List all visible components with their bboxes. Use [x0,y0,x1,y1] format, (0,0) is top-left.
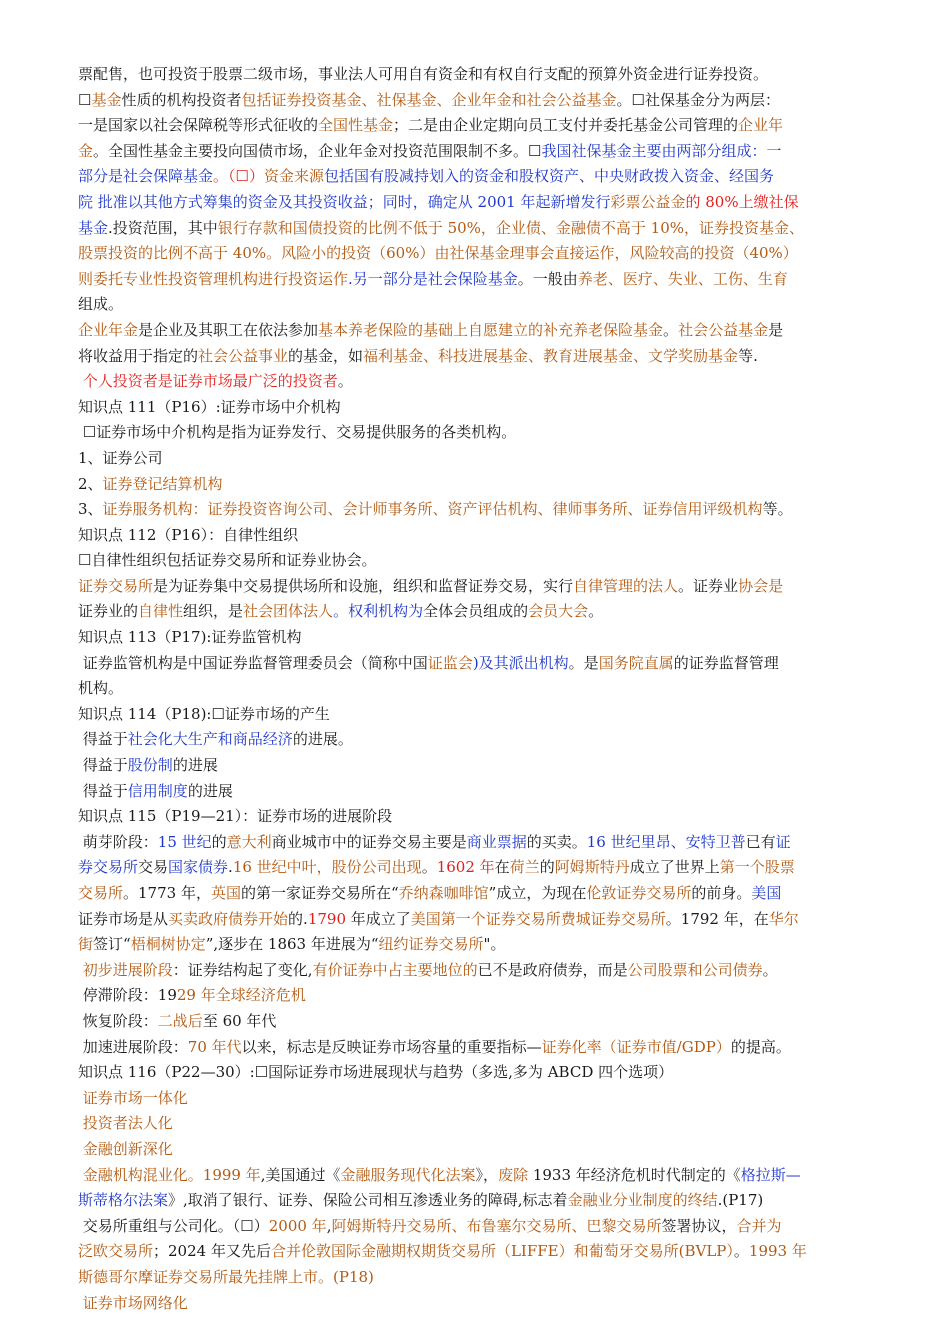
text-run: 证券市场一体化 [78,1088,188,1107]
text-run: 英国 [210,884,241,902]
text-run: 性质的机构投资者 [121,90,242,109]
text-run: 华尔 [768,909,799,928]
text-run: ”,逐步在 1863 年进展为“ [205,935,379,954]
text-line [78,574,878,600]
text-run: 。 [762,960,778,979]
text-run: 国家债券 [168,858,229,877]
text-run: 自律管理的法人 [573,576,679,595]
text-run: 废除 [498,1165,529,1184]
text-run: 企业年 [738,116,784,135]
text-run: 美国 [751,884,782,902]
text-run: 证券登记结算机构 [102,474,223,493]
text-line [78,164,878,190]
text-line [78,1214,878,1240]
text-line [78,1239,878,1265]
text-run: 信用制度 [127,781,188,800]
text-line [78,1188,878,1214]
text-run: 券交易所 [78,858,139,877]
text-run: 29 年全球经济危机 [176,986,306,1005]
text-run: 交易所 [78,884,124,902]
text-run: 阿姆斯特丹交易所、布鲁塞尔交易所、巴黎交易所 [331,1216,662,1235]
text-run: 签署协议， [661,1216,737,1235]
text-run: 养老、医疗、失业、工伤、生育 [577,269,788,288]
text-run: 荷兰 [509,858,540,877]
text-run: 伦敦证券交易所 [586,884,692,902]
text-run: 部分是社会保障基金 [78,167,214,186]
text-line [78,983,878,1009]
text-run: 街 [78,935,94,954]
text-run: 包括国有股减持划入的资金和股权资产、中央财政拨入资金、经国务 [323,167,774,186]
text-line [78,420,878,446]
text-run: ☐证券市场中介机构是指为证券发行、交易提供服务的各类机构。 [78,423,517,442]
text-run: 16 世纪里昂、安特卫普 [586,832,746,851]
text-run: 社会公益基金 [678,320,769,339]
text-line [78,599,878,625]
text-run: 院 批准以其他方式筹集的资金及其投资收益；同时，确定从 2001 年起新增发行 [78,192,611,211]
text-run: ；2024 年又先后 [153,1242,271,1261]
text-run: 是企业及其职工在依法参加 [138,320,319,339]
text-run: 16 世纪中叶，股份公司出现 [232,858,422,877]
text-run: 泛欧交易所 [78,1242,154,1261]
text-run: 是 [768,320,784,339]
text-run: 初步进展阶段 [82,960,173,979]
text-run: 。证券业 [678,576,739,595]
text-run: 得益于 [78,730,128,749]
text-run: 。1792 年，在 [665,909,769,928]
text-line [78,830,878,856]
text-run: 的进展 [172,756,218,775]
text-run: 知识点 113（P17):证券监管机构 [78,628,302,647]
text-run: 企业年金 [78,320,139,339]
text-run: 商业城市中的证券交易主要是 [271,832,467,851]
text-line [78,344,878,370]
text-run: 组成。 [78,295,124,314]
text-run: ,美国通过《 [260,1165,341,1184]
text-run: 机构。 [78,679,124,698]
text-line [78,1009,878,1035]
text-run: 停滞阶段：19 [78,986,177,1005]
text-run: ☐自律性组织包括证券交易所和证券业协会。 [78,551,377,570]
text-run: 知识点 112（P16）：自律性组织 [78,525,299,544]
text-line [78,267,878,293]
text-run: 第一个股票 [719,858,795,877]
text-line [78,1265,878,1291]
text-run: )及其派出机构 [472,653,569,672]
text-run: 。一般由 [517,269,578,288]
text-run: 社会化大生产和商品经济 [127,730,293,749]
text-run: 社会公益事业 [198,346,289,365]
text-line [78,113,878,139]
text-run: 1999 年 [202,1165,261,1184]
text-run: 。（☐） [213,167,264,186]
text-run: 等. [738,346,758,365]
text-run: 金融创新深化 [78,1139,173,1158]
text-run: 证券交易所 [78,576,154,595]
text-run: 资金来源 [263,167,324,186]
text-run: 证券监管机构是中国证券监督管理委员会（简称中国 [78,653,428,672]
text-run: 。 [663,320,679,339]
text-run: 金 [78,141,94,160]
text-run: 3、 [78,500,103,519]
text-run: 。 [421,858,437,877]
text-run: 1933 年经济危机时代制定的《 [528,1165,741,1184]
text-line [78,907,878,933]
text-run: 知识点 115（P19—21）：证券市场的进展阶段 [78,807,393,826]
text-run: ”成立，为现在 [488,884,587,902]
text-line [78,395,878,421]
text-run: . [228,858,233,877]
text-run: 金融服务现代化法案 [340,1165,476,1184]
text-run: 福利基金、科技进展基金、教育进展基金、文学奖励基金 [363,346,739,365]
text-run: 商业票据 [466,832,527,851]
text-run: ☐ [78,90,92,109]
text-run: 斯蒂格尔法案 [78,1191,169,1210]
text-run: 。1773 年， [123,884,211,902]
text-run: 意大利 [226,832,272,851]
text-run: ；二是由企业定期向员工支付并委托基金公司管理的 [393,116,739,135]
text-run: 加速进展阶段： [78,1037,188,1056]
text-line [78,932,878,958]
text-run: 银行存款和国债投资的比例不低于 50%，企业债、金融债不高于 10%，证券投资基金、 [217,218,805,237]
text-run: 得益于 [78,781,128,800]
text-run: 的提高。 [730,1037,791,1056]
text-line [78,1035,878,1061]
text-run: 1、证券公司 [78,448,163,467]
text-run: 得益于 [78,756,128,775]
text-line [78,548,878,574]
text-run: 股份制 [127,756,173,775]
text-run: 全体会员组成的 [423,602,529,621]
text-line [78,292,878,318]
text-line [78,727,878,753]
text-run: 则委托专业性投资管理机构进行投资运作 [78,269,349,288]
text-run: 我国社保基金主要由两部分组成：一 [541,141,782,160]
text-run: 合并为 [736,1216,782,1235]
text-run: 70 年代 [187,1037,242,1056]
text-run: 证券化率（证券市值/GDP） [541,1037,731,1056]
text-run: 金融机构混业化。 [78,1165,203,1184]
text-run: 签订“ [93,935,131,954]
text-line [78,1163,878,1189]
text-run: .(P17) [717,1191,764,1210]
document-page [78,62,878,1316]
text-run: 基金 [91,90,122,109]
text-run: 乔纳森咖啡馆 [398,884,489,902]
text-line [78,958,878,984]
text-run: 将收益用于指定的 [78,346,199,365]
text-run: 买卖政府债券开始 [168,909,289,928]
text-run: 梧桐树协定 [130,935,206,954]
text-run: .另一部分是社会保险基金 [348,269,518,288]
text-line [78,190,878,216]
text-run: 交易所重组与公司化。（☐） [78,1216,269,1235]
text-run: 的前身。 [691,884,752,902]
text-run: 证券市场网络化 [78,1293,188,1312]
text-run: 社会团体法人 [243,602,334,621]
text-line [78,651,878,677]
text-run: 知识点 116（P22—30）:☐国际证券市场进展现状与趋势（多选,多为 ABCD 四个选项） [78,1063,674,1082]
text-line [78,62,878,88]
text-run: 会员大会 [528,602,589,621]
text-run: 至 60 年代 [202,1011,277,1030]
text-run: 有价证券中占主要地位的 [312,960,478,979]
text-run: 交易 [138,858,169,877]
text-run: 成立了世界上 [629,858,720,877]
text-line [78,1111,878,1137]
text-run: 的 [211,832,227,851]
text-run: 。权利机构为 [333,602,424,621]
text-run: 2000 年 [268,1216,327,1235]
text-run: 个人投资者是证券市场最广泛的投资者 [78,372,338,391]
text-run: 。 [337,372,353,391]
text-run: 组织，是 [183,602,244,621]
text-line [78,779,878,805]
text-run: 纽约证券交易所 [378,935,484,954]
text-run: 在 [494,858,510,877]
text-run: 的进展 [187,781,233,800]
text-run: 彩票公益金 [610,192,686,211]
text-run: 国务院直属 [598,653,674,672]
text-run: 包括证券投资基金、社保基金、企业年金和社会公益基金 [241,90,617,109]
text-line [78,1086,878,1112]
text-run: 证 [775,832,791,851]
text-run: 已不是政府债券，而是 [477,960,628,979]
text-run: 证券市场是从 [78,909,169,928]
text-run: 是为证券集中交易提供场所和设施，组织和监督证券交易，实行 [153,576,574,595]
text-run: 已有 [745,832,776,851]
text-line [78,446,878,472]
text-run: 1602 年 [436,858,495,877]
text-run: 》,取消了银行、证券、保险公司相互渗透业务的障碍,标志着 [168,1191,568,1210]
text-line [78,1137,878,1163]
text-run: 的证券监督管理 [673,653,779,672]
text-run: 1790 [307,909,346,928]
text-run: 年成立了 [346,909,411,928]
text-run: 票配售，也可投资于股票二级市场，事业法人可用自有资金和有权自行支配的预算外资金进行证券投资。 [78,65,769,83]
text-run: 15 世纪 [157,832,212,851]
text-line [78,881,878,907]
text-run: 。 [733,1242,749,1261]
text-run: 协会是 [738,576,784,595]
text-run: 金融业分业制度的终结 [567,1191,718,1210]
text-run: 知识点 111（P16）:证券市场中介机构 [78,397,341,416]
text-run: "。 [483,935,506,954]
text-run: 的 [539,858,555,877]
text-line [78,1291,878,1317]
text-run: 恢复阶段： [78,1011,158,1030]
text-run: 等。 [762,500,793,519]
text-line [78,855,878,881]
text-run: 斯德哥尔摩证券交易所最先挂牌上市。(P18) [78,1267,374,1286]
text-run: 股票投资的比例不高于 40%。风险小的投资（60%）由社保基金理事会直接运作，风险较高的投资（40%） [78,244,798,263]
text-run: 1993 年 [748,1242,807,1261]
text-run: 基本养老保险的基础上自愿建立的补充养老保险基金 [318,320,664,339]
text-line [78,702,878,728]
text-run: 的 80%上缴社保 [685,192,799,211]
text-line [78,241,878,267]
text-line [78,625,878,651]
text-run: 全国性基金 [318,116,394,135]
text-run: 。 [588,602,604,621]
text-run: 2、 [78,474,103,493]
text-run: 证券业的 [78,602,139,621]
text-run: .投资范围，其中 [108,218,218,237]
text-run: 。全国性基金主要投向国债市场，企业年金对投资范围限制不多。☐ [93,141,542,160]
text-run: 的基金，如 [288,346,364,365]
text-run: 投资者法人化 [78,1114,173,1133]
text-run: 证券服务机构：证券投资咨询公司、会计师事务所、资产评估机构、律师事务所、证券信用评级机构 [102,500,763,519]
text-run: , [326,1216,332,1235]
text-line [78,318,878,344]
text-run: 的. [288,909,308,928]
text-run: 》， [475,1165,499,1184]
text-run: 二战后 [157,1011,203,1030]
text-line [78,88,878,114]
text-run: 格拉斯— [740,1165,801,1184]
text-line [78,753,878,779]
text-run: 的进展。 [292,730,353,749]
text-run: 的第一家证券交易所在“ [240,884,399,902]
text-run: 的买卖。 [526,832,587,851]
text-run: 公司股票和公司债券 [627,960,763,979]
text-run: 一是国家以社会保障税等形式征收的 [78,116,319,135]
text-run: 合并伦敦国际金融期权期货交易所（LIFFE）和葡萄牙交易所(BVLP） [270,1242,734,1261]
text-run: ：证券结构起了变化, [172,960,313,979]
text-run: 自律性 [138,602,184,621]
text-run: 。是 [568,653,599,672]
text-run: 萌芽阶段： [78,832,158,851]
text-run: 美国第一个证券交易所费城证券交易所 [410,909,666,928]
text-line [78,216,878,242]
text-run: 证监会 [427,653,473,672]
text-line [78,472,878,498]
text-run: 以来，标志是反映证券市场容量的重要指标— [241,1037,542,1056]
text-line [78,497,878,523]
text-run: 知识点 114（P18):☐证券市场的产生 [78,704,330,723]
text-line [78,676,878,702]
text-run: 基金 [78,218,109,237]
text-line [78,369,878,395]
text-run: 阿姆斯特丹 [554,858,630,877]
text-run: 。☐社保基金分为两层： [616,90,780,109]
text-line [78,804,878,830]
text-line [78,523,878,549]
text-line [78,1060,878,1086]
text-line [78,139,878,165]
